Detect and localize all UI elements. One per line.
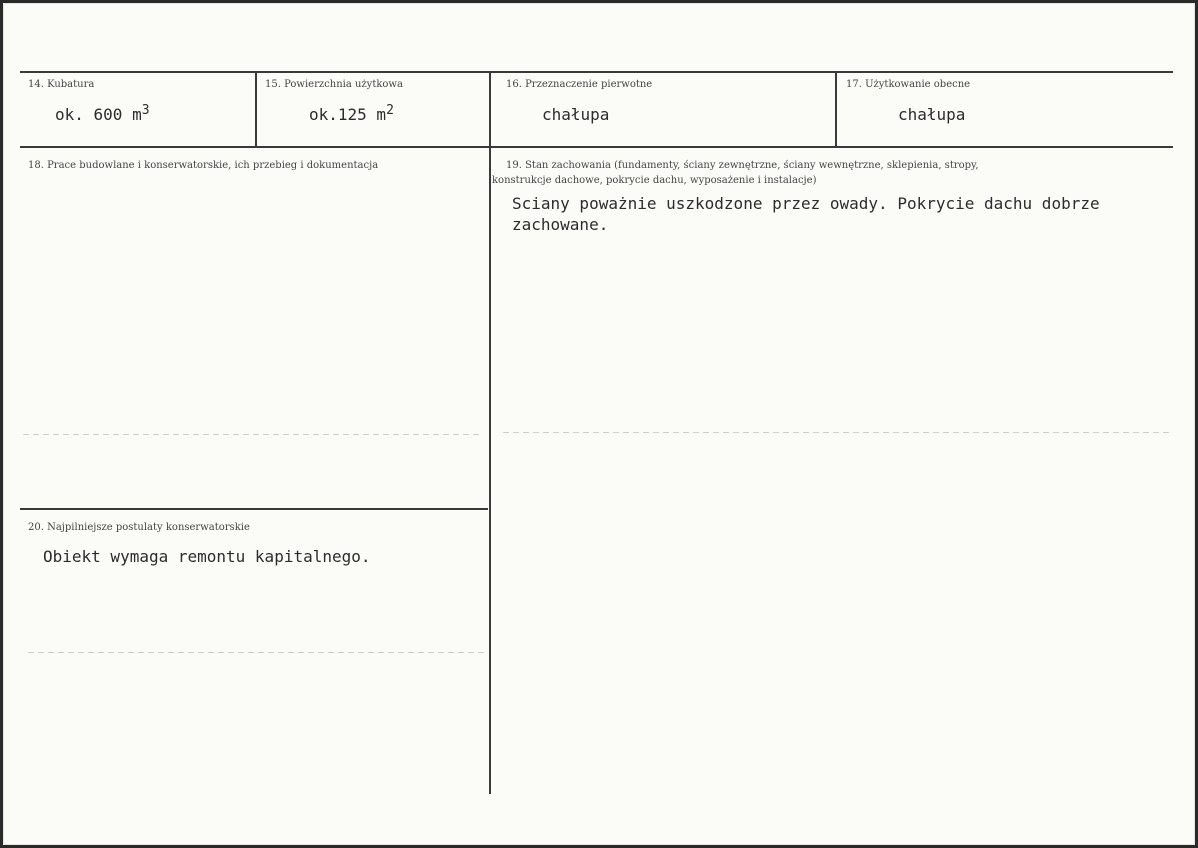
divider-16-17 bbox=[835, 71, 837, 148]
divider-14-15 bbox=[255, 71, 257, 148]
field-19-label-line1: 19. Stan zachowania (fundamenty, ściany zewnętrzne, ściany wewnętrzne, sklepienia, stropy, bbox=[506, 160, 979, 171]
ghost-line bbox=[28, 652, 488, 653]
field-19-value-line1: Sciany poważnie uszkodzone przez owady. Pokrycie dachu dobrze bbox=[512, 194, 1100, 213]
field-15-label: 15. Powierzchnia użytkowa bbox=[265, 79, 403, 90]
field-18-label: 18. Prace budowlane i konserwatorskie, ich przebieg i dokumentacja bbox=[28, 160, 379, 171]
record-card bbox=[3, 3, 1195, 845]
field-20-label: 20. Najpilniejsze postulaty konserwatorskie bbox=[28, 522, 250, 533]
field-14-value: ok. 600 $m^3$ bbox=[55, 103, 150, 124]
field-16-label: 16. Przeznaczenie pierwotne bbox=[506, 79, 653, 90]
cubic-superscript: 3 bbox=[141, 103, 150, 118]
field-14-label: 14. Kubatura bbox=[28, 79, 95, 90]
field-16-value: chałupa bbox=[542, 105, 610, 124]
field-15-value: ok.125 $m^2$ bbox=[309, 103, 394, 124]
row1-bottom-rule bbox=[20, 146, 1173, 148]
ghost-line bbox=[23, 434, 483, 435]
field-20-value: Obiekt wymaga remontu kapitalnego. bbox=[43, 547, 371, 566]
main-column-divider bbox=[489, 146, 491, 794]
divider-15-16 bbox=[489, 71, 491, 148]
square-superscript: 2 bbox=[386, 103, 394, 118]
field-19-value-line2: zachowane. bbox=[512, 215, 609, 234]
field-17-label: 17. Użytkowanie obecne bbox=[846, 79, 971, 90]
ghost-line bbox=[503, 432, 1173, 433]
field-19-label-line2: konstrukcje dachowe, pokrycie dachu, wyposażenie i instalacje) bbox=[492, 175, 817, 186]
field20-top-rule bbox=[20, 508, 488, 510]
field-17-value: chałupa bbox=[898, 105, 966, 124]
top-rule bbox=[20, 71, 1173, 73]
